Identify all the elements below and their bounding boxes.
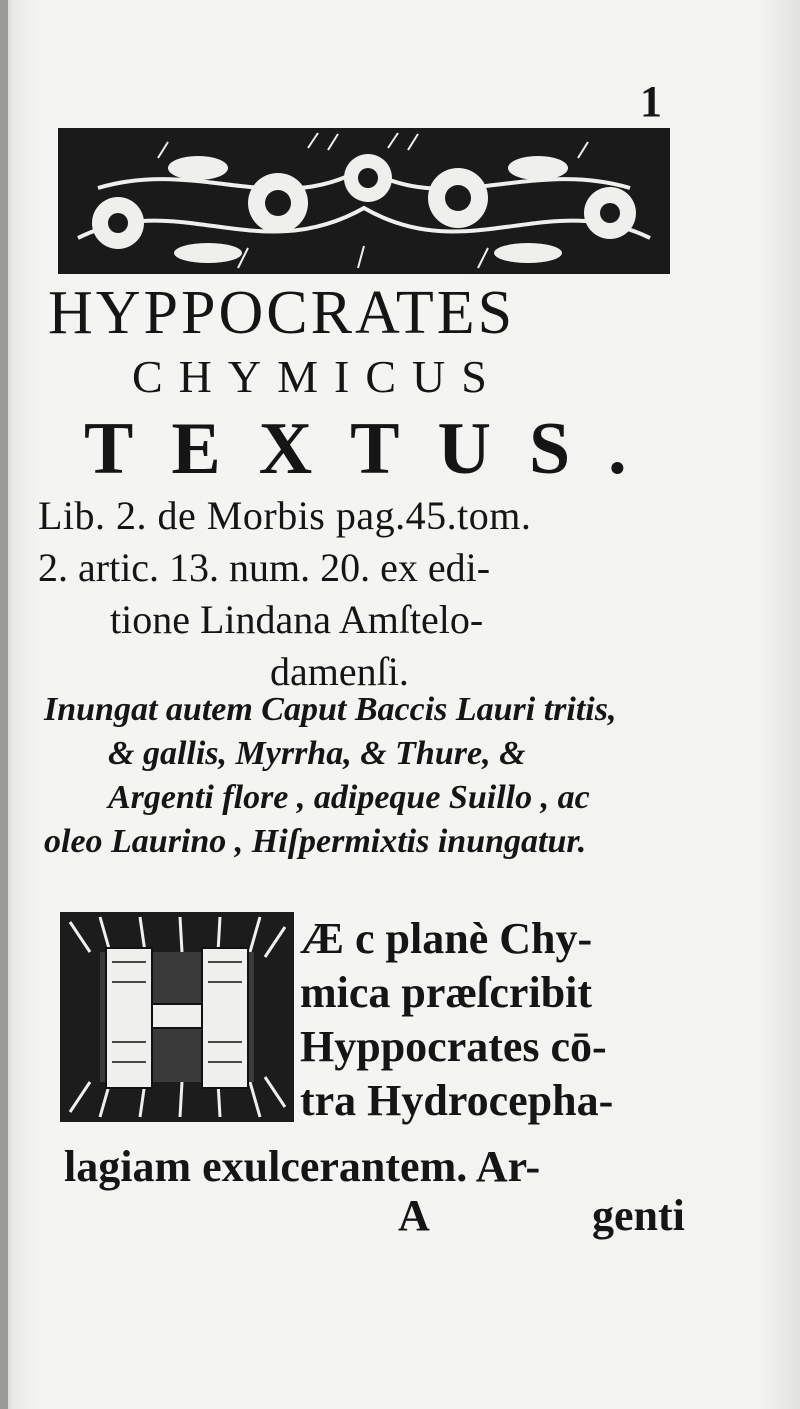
page-number: 1 bbox=[640, 77, 662, 126]
title-line-2: CHYMICUS bbox=[132, 351, 503, 402]
source-reference bbox=[38, 490, 698, 698]
reference-line: damenſi. bbox=[270, 649, 409, 694]
reference-line: Lib. 2. de Morbis pag.45.tom. bbox=[38, 493, 532, 538]
floral-headpiece-ornament bbox=[58, 128, 670, 274]
quote-line: & gallis, Myrrha, & Thure, & bbox=[108, 735, 526, 772]
quote-line: Inungat autem Caput Baccis Lauri tritis, bbox=[44, 691, 617, 728]
body-line: Æ c planè Chy- bbox=[300, 914, 593, 963]
title-line-3: TEXTUS. bbox=[84, 408, 665, 490]
quote-line: Argenti flore , adipeque Suillo , ac bbox=[108, 779, 590, 816]
page-gutter bbox=[0, 0, 8, 1409]
quote-line: oleo Laurino , Hiſpermixtis inungatur. bbox=[44, 823, 587, 860]
body-line: tra Hydrocepha- bbox=[300, 1076, 614, 1125]
quoted-text bbox=[44, 688, 704, 864]
signature-mark: A bbox=[398, 1191, 430, 1240]
body-line: Hyppocrates cō- bbox=[300, 1022, 607, 1071]
reference-line: 2. artic. 13. num. 20. ex edi- bbox=[38, 545, 491, 590]
title-line-1: HYPPOCRATES bbox=[48, 279, 516, 347]
decorated-initial-letter bbox=[60, 912, 294, 1122]
body-line: mica præſcribit bbox=[300, 968, 593, 1017]
catchword: genti bbox=[592, 1191, 685, 1240]
body-continuation bbox=[64, 1140, 724, 1194]
body-line: lagiam exulcerantem. Ar- bbox=[64, 1142, 541, 1191]
reference-line: tione Lindana Amſtelo- bbox=[110, 597, 484, 642]
body-paragraph bbox=[300, 912, 720, 1128]
